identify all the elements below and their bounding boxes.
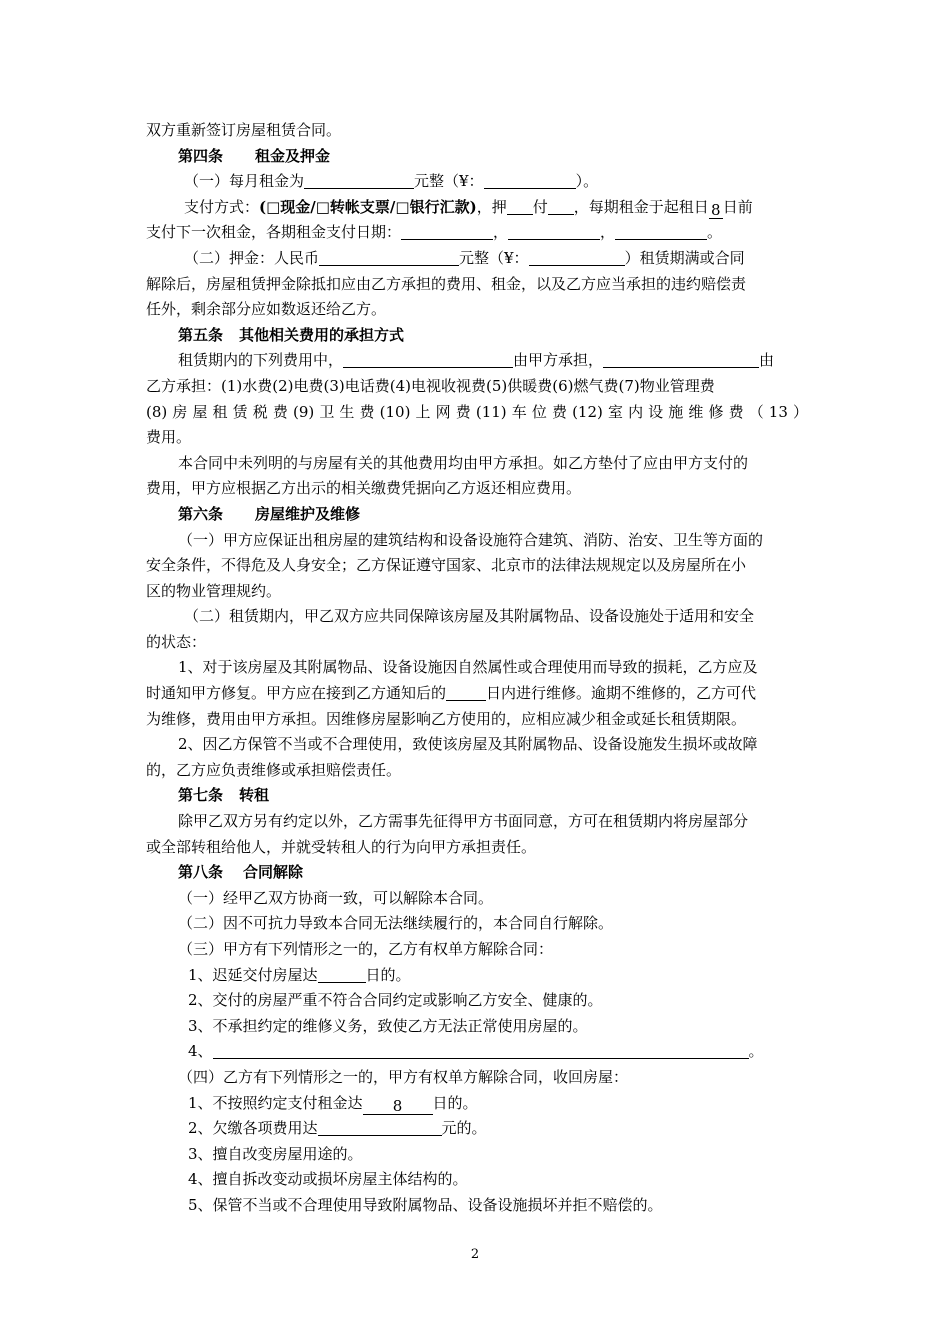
monthly-rent-blank[interactable] bbox=[304, 172, 414, 189]
text-line: (8)房屋租赁税费(9)卫生费(10)上网费(11)车位费(12)室内设施维修费（13） bbox=[146, 402, 808, 421]
text-line: 的状态： bbox=[146, 632, 207, 651]
text-line: 解除后，房屋租赁押金除抵扣应由乙方承担的费用、租金，以及乙方应当承担的违约赔偿责 bbox=[146, 274, 747, 293]
text-line: 乙方承担：(1)水费(2)电费(3)电话费(4)电视收视费(5)供暖费(6)燃气费(7)物业管理费 bbox=[146, 376, 715, 395]
article-6-heading: 第六条 房屋维护及维修 bbox=[178, 504, 361, 523]
payment-date-blank-1[interactable] bbox=[401, 223, 493, 240]
text-line: 本合同中未列明的与房屋有关的其他费用均由甲方承担。如乙方垫付了应由甲方支付的 bbox=[178, 453, 749, 472]
payment-date-blank-3[interactable] bbox=[615, 223, 707, 240]
landlord-fees-blank[interactable] bbox=[343, 351, 513, 368]
unpaid-rent-days-line: 1、不按照约定支付租金达 8 日的。 bbox=[188, 1093, 478, 1115]
other-condition-line: 4、 。 bbox=[188, 1042, 764, 1061]
text-line: （一）经甲乙双方协商一致，可以解除本合同。 bbox=[178, 888, 494, 907]
contract-body bbox=[146, 118, 808, 1219]
rent-line: （一）每月租金为 元整（¥： ）。 bbox=[184, 172, 599, 191]
article-4-heading: 第四条 租金及押金 bbox=[178, 146, 331, 165]
deposit-line: （二）押金：人民币 元整（¥： ）租赁期满或合同 bbox=[184, 248, 745, 267]
text-line: 3、不承担约定的维修义务，致使乙方无法正常使用房屋的。 bbox=[188, 1016, 588, 1035]
text-line: 4、擅自拆改变动或损坏房屋主体结构的。 bbox=[188, 1170, 468, 1189]
deposit-rmb-blank[interactable] bbox=[319, 249, 459, 266]
text-line: （二）因不可抗力导致本合同无法继续履行的，本合同自行解除。 bbox=[178, 914, 614, 933]
article-8-heading: 第八条 合同解除 bbox=[178, 863, 304, 882]
payment-date-blank-2[interactable] bbox=[508, 223, 600, 240]
unpaid-fees-line: 2、欠缴各项费用达 元的。 bbox=[188, 1119, 487, 1138]
text-line: 双方重新签订房屋租赁合同。 bbox=[146, 121, 342, 139]
repair-days-line: 时通知甲方修复。甲方应在接到乙方通知后的 日内进行维修。逾期不维修的，乙方可代 bbox=[146, 684, 757, 703]
payment-method-line: 支付方式：(□现金/□转帐支票/□银行汇款)，押 付 ，每期租金于起租日 8 日前 bbox=[184, 197, 753, 219]
text-line: （四）乙方有下列情形之一的，甲方有权单方解除合同，收回房屋： bbox=[178, 1067, 629, 1086]
text-line: 2、因乙方保管不当或不合理使用，致使该房屋及其附属物品、设备设施发生损坏或故障 bbox=[178, 735, 758, 754]
text-line: 区的物业管理规约。 bbox=[146, 581, 282, 600]
text-line: 费用，甲方应根据乙方出示的相关缴费凭据向乙方返还相应费用。 bbox=[146, 479, 582, 498]
tenant-fees-blank[interactable] bbox=[603, 351, 759, 368]
unpaid-rent-days-blank[interactable]: 8 bbox=[363, 1098, 433, 1115]
page-number: 2 bbox=[470, 1247, 480, 1262]
other-condition-blank[interactable] bbox=[213, 1042, 749, 1059]
payment-dates-line: 支付下一次租金，各期租金支付日期： ， ， 。 bbox=[146, 223, 723, 242]
text-line: 5、保管不当或不合理使用导致附属物品、设备设施损坏并拒不赔偿的。 bbox=[188, 1195, 663, 1214]
text-line: 的，乙方应负责维修或承担赔偿责任。 bbox=[146, 760, 402, 779]
fees-line: 租赁期内的下列费用中， 由甲方承担， 由 bbox=[178, 351, 775, 370]
text-line: 1、对于该房屋及其附属物品、设备设施因自然属性或合理使用而导致的损耗，乙方应及 bbox=[178, 658, 758, 677]
deposit-months-blank[interactable] bbox=[507, 198, 533, 215]
deposit-amount-blank[interactable] bbox=[529, 249, 625, 266]
text-line: 2、交付的房屋严重不符合合同约定或影响乙方安全、健康的。 bbox=[188, 991, 603, 1010]
text-line: 3、擅自改变房屋用途的。 bbox=[188, 1144, 363, 1163]
payment-months-blank[interactable] bbox=[548, 198, 574, 215]
text-line: 费用。 bbox=[146, 428, 192, 447]
text-line: 为维修，费用由甲方承担。因维修房屋影响乙方使用的，应相应减少租金或延长租赁期限。 bbox=[146, 709, 747, 728]
text-line: 任外，剩余部分应如数返还给乙方。 bbox=[146, 300, 387, 319]
text-line: （二）租赁期内，甲乙双方应共同保障该房屋及其附属物品、设备设施处于适用和安全 bbox=[184, 607, 755, 626]
payment-day-blank[interactable]: 8 bbox=[709, 202, 723, 219]
text-line: 除甲乙双方另有约定以外，乙方需事先征得甲方书面同意，方可在租赁期内将房屋部分 bbox=[178, 812, 749, 831]
delay-days-blank[interactable] bbox=[318, 966, 366, 983]
article-7-heading: 第七条 转租 bbox=[178, 786, 270, 805]
article-5-heading: 第五条 其他相关费用的承担方式 bbox=[178, 325, 405, 344]
text-line: （三）甲方有下列情形之一的，乙方有权单方解除合同： bbox=[178, 940, 554, 958]
delay-days-line: 1、迟延交付房屋达 日的。 bbox=[188, 965, 411, 984]
repair-days-blank[interactable] bbox=[446, 684, 486, 701]
text-line: 安全条件，不得危及人身安全；乙方保证遵守国家、北京市的法律法规规定以及房屋所在小 bbox=[146, 556, 747, 575]
unpaid-fees-blank[interactable] bbox=[318, 1119, 442, 1136]
text-line: 或全部转租给他人，并就受转租人的行为向甲方承担责任。 bbox=[146, 837, 537, 856]
monthly-rent-amount-blank[interactable] bbox=[484, 172, 576, 189]
text-line: （一）甲方应保证出租房屋的建筑结构和设备设施符合建筑、消防、治安、卫生等方面的 bbox=[178, 530, 764, 549]
